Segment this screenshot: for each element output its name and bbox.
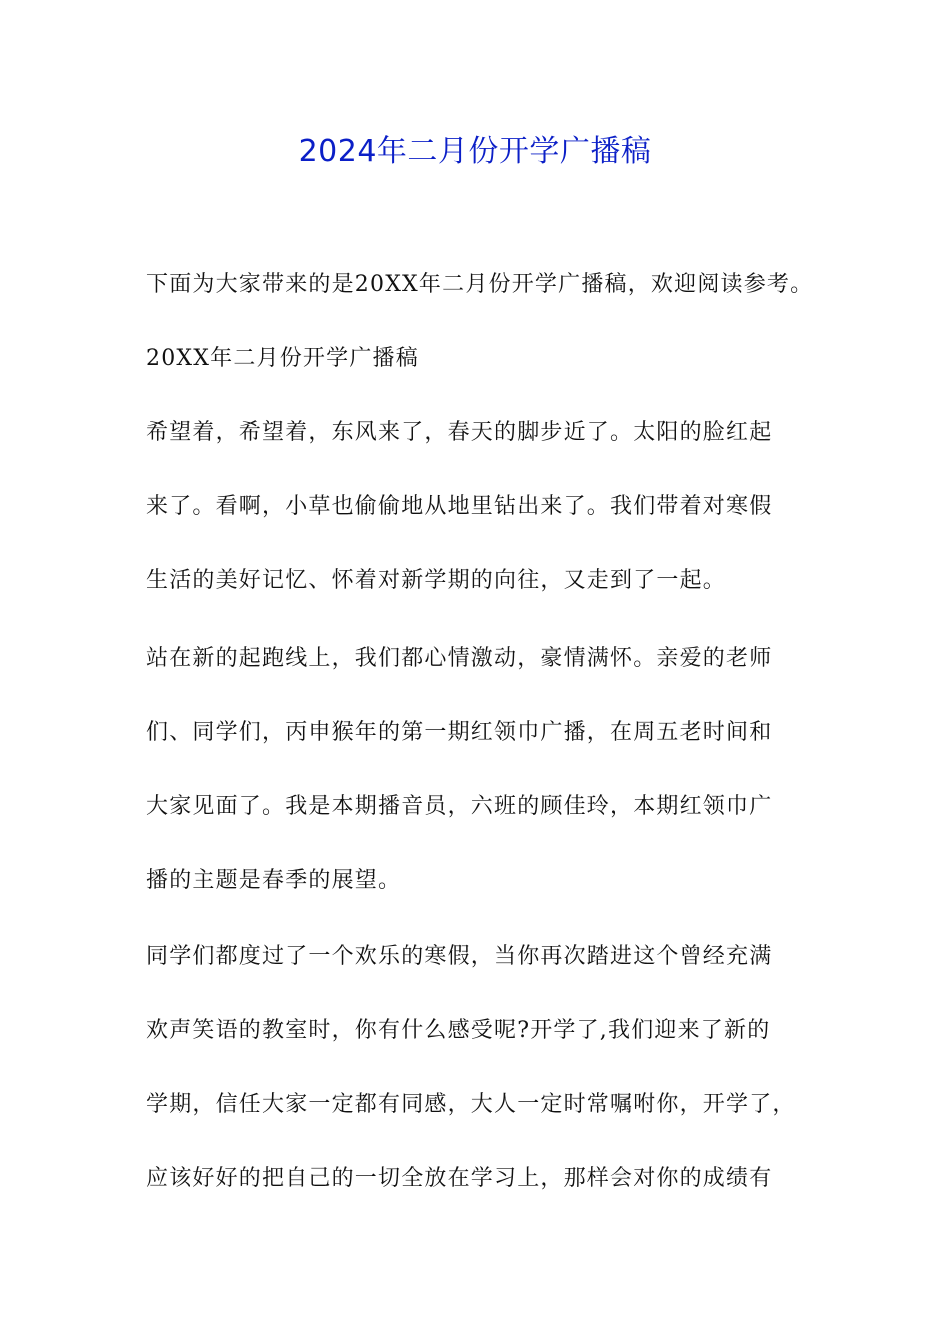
paragraph-line: 欢声笑语的教室时，你有什么感受呢?开学了,我们迎来了新的: [146, 1018, 771, 1043]
section-heading: 20XX年二月份开学广播稿: [146, 346, 419, 371]
paragraph-line: 大家见面了。我是本期播音员，六班的顾佳玲，本期红领巾广: [146, 794, 773, 819]
paragraph-line: 们、同学们，丙申猴年的第一期红领巾广播，在周五老时间和: [146, 720, 773, 745]
paragraph-line: 下面为大家带来的是20XX年二月份开学广播稿，欢迎阅读参考。: [146, 272, 814, 297]
document-title: 2024年二月份开学广播稿: [298, 134, 652, 169]
paragraph-line: 同学们都度过了一个欢乐的寒假，当你再次踏进这个曾经充满: [146, 944, 773, 969]
paragraph-line: 学期，信任大家一定都有同感，大人一定时常嘱咐你，开学了，: [146, 1092, 796, 1117]
paragraph-line: 来了。看啊，小草也偷偷地从地里钻出来了。我们带着对寒假: [146, 494, 773, 519]
paragraph-line: 生活的美好记忆、怀着对新学期的向往，又走到了一起。: [146, 568, 727, 593]
paragraph-line: 希望着，希望着，东风来了，春天的脚步近了。太阳的脸红起: [146, 420, 773, 445]
paragraph-line: 应该好好的把自己的一切全放在学习上，那样会对你的成绩有: [146, 1166, 773, 1191]
paragraph-line: 播的主题是春季的展望。: [146, 868, 402, 893]
paragraph-line: 站在新的起跑线上，我们都心情激动，豪情满怀。亲爱的老师: [146, 646, 773, 671]
